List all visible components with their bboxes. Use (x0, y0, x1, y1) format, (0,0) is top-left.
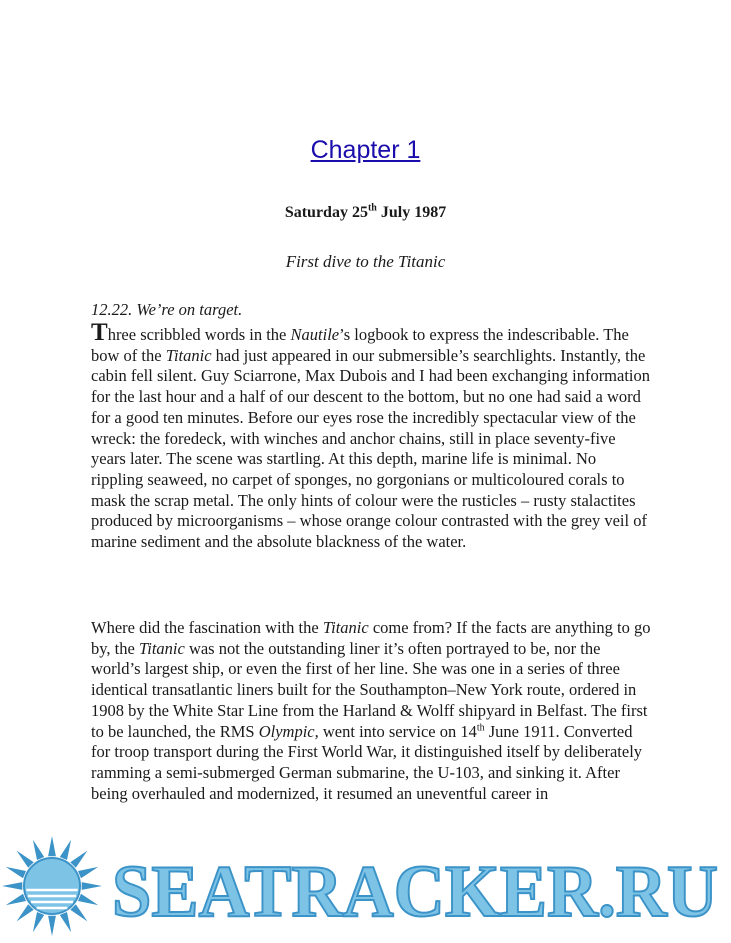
text-run: Titanic (322, 618, 369, 637)
sun-ray (82, 882, 102, 890)
sun-disc (24, 858, 80, 914)
sun-ray (78, 867, 98, 878)
text-run: had just appeared in our submersible’s searchlights. Instantly, the cabin fell silent. Guy Sciarrone, Max Dubois and I had been exchanging information for the last hour and a half of our descent to the bottom, but no one had said a word for a good ten minutes. Before our eyes rose the incredibly spectacular view of the wreck: the foredeck, with winches and anchor chains, still in place seventy-five years later. The scene was startling. At this depth, marine life is minimal. No rippling seaweed, no carpet of sponges, no gorgonians or multicoloured corals to mask the scrap metal. The only hints of colour were the rusticles – rusty stalactites produced by microorganisms – whose orange colour contrasted with the grey veil of marine sediment and the absolute blackness of the water. (91, 345, 651, 552)
text-run: June 1911. Converted for troop transport during the First World War, it distinguished itself by deliberately ramming a semi-submerged German submarine, the U-103, and sinking it. After being overhauled and modernized, it resumed an uneventful career in (91, 721, 643, 803)
sun-ray (33, 840, 44, 860)
sun-ray (48, 916, 56, 936)
text-run: Where did the fascination with the (91, 618, 323, 637)
date-main: Saturday 25 (284, 204, 368, 221)
sun-icon (2, 836, 102, 936)
chapter-title-link[interactable]: Chapter 1 (310, 136, 421, 164)
sun-ray (6, 894, 26, 905)
text-run: Titanic (138, 638, 185, 658)
text-run: hree scribbled words in the (107, 325, 291, 344)
drop-cap: T (91, 319, 108, 346)
sun-ray (33, 912, 44, 932)
watermark (0, 832, 731, 943)
watermark-text: SEATRACKER.RU (112, 851, 718, 933)
text-run: was not the outstanding liner it’s often portrayed to be, nor the world’s largest ship, or even the first of her line. She was one in a series of three identical transatlantic liners built for the Southampton–New York route, ordered in 1908 by the White Star Line from the Harland & Wolff shipyard in Belfast. The first to be launched, the RMS (91, 638, 648, 741)
sun-ray (6, 867, 26, 878)
text-run: come from? If the facts are anything to go by, the (91, 618, 651, 658)
chapter-subtitle: First dive to the Titanic (285, 252, 446, 271)
chapter-date (0, 204, 731, 222)
sun-ray (60, 912, 71, 932)
text-run: Titanic (165, 345, 212, 365)
sun-ray (60, 840, 71, 860)
text-run: th (476, 722, 485, 734)
log-entry: 12.22. We’re on target. (91, 300, 243, 319)
sun-ray (2, 882, 22, 890)
text-run: Nautile (290, 325, 340, 344)
sun-ray (17, 904, 34, 921)
text-run: Olympic, (258, 721, 319, 741)
text-run: ’s logbook to express the indescribable. The bow of the (91, 325, 629, 365)
body-paragraph-2 (91, 618, 651, 804)
sun-ray (17, 851, 34, 868)
date-rest: July 1987 (376, 204, 447, 221)
text-run: went into service on 14 (318, 721, 477, 741)
sun-ray (78, 894, 98, 905)
date-suffix: th (367, 202, 377, 214)
sun-ray (70, 851, 87, 868)
sun-ray (48, 836, 56, 856)
sun-ray (70, 904, 87, 921)
body-paragraph-1 (91, 319, 651, 553)
